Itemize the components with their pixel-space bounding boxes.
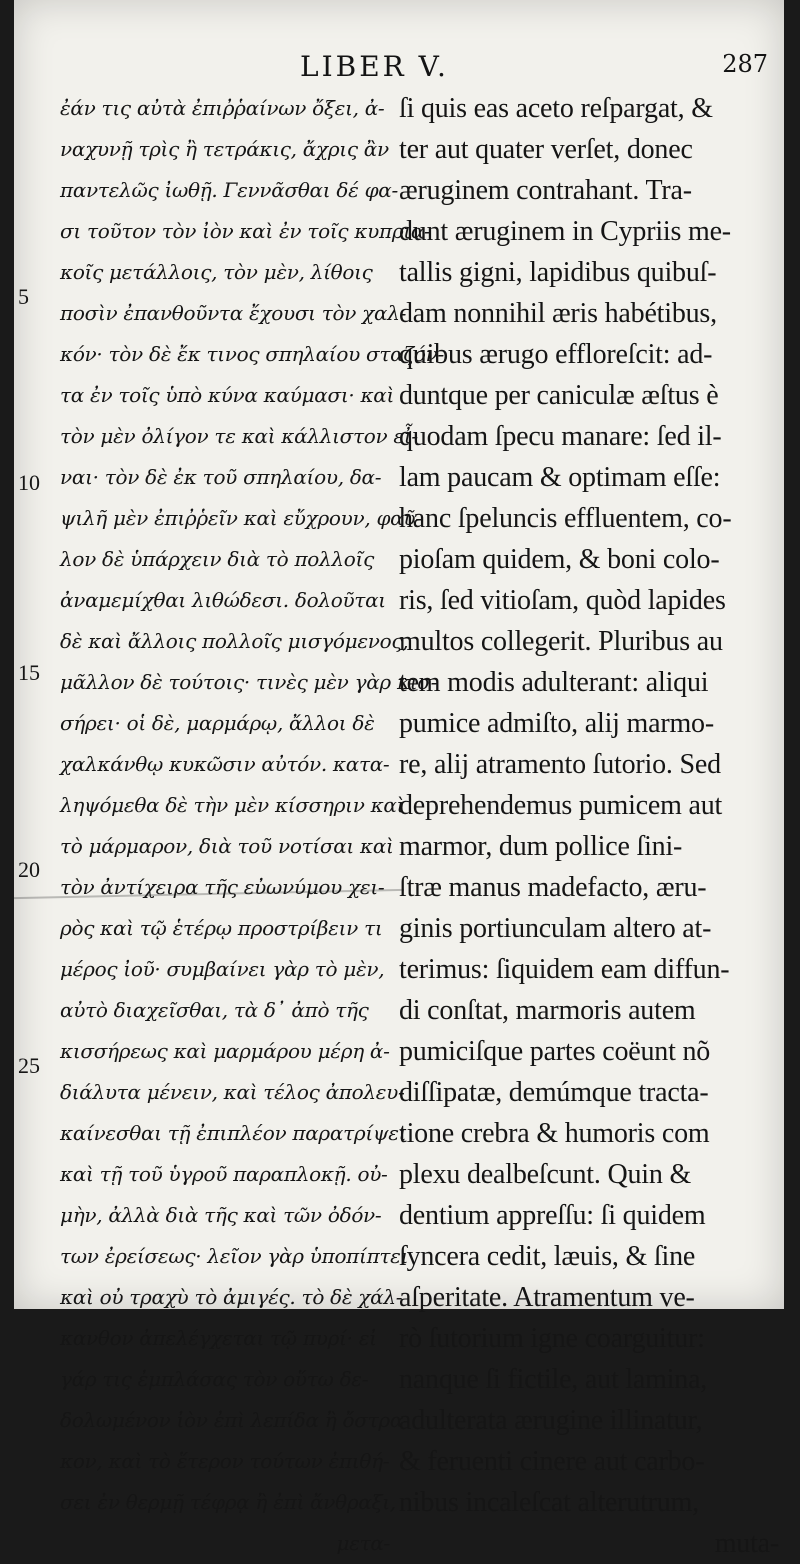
page-number: 287 [722,50,768,78]
latin-text-line: ter aut quater verſet, donec [399,134,693,165]
greek-text-line: μὴν, ἀλλὰ διὰ τῆς καὶ τῶν ὀδόν- [60,1203,382,1227]
greek-text-line: ρὸς καὶ τῷ ἑτέρῳ προστρίβειν τι [60,916,383,940]
greek-text-line: των ἐρείσεως· λεῖον γὰρ ὑποπίπτει [60,1244,409,1268]
greek-text-line: χαλκάνθῳ κυκῶσιν αὐτόν. κατα- [60,752,390,776]
greek-text-line: καὶ οὐ τραχὺ τὸ ἀμιγές. τὸ δὲ χάλ- [60,1285,403,1309]
latin-text-line: dunt æruginem in Cypriis me- [399,216,731,247]
latin-text-line: re, alij atramento ſutorio. Sed [399,749,721,780]
greek-text-line: αὐτὸ διαχεῖσθαι, τὰ δ᾽ ἀπὸ τῆς [60,998,369,1022]
greek-text-line: τὸ μάρμαρον, διὰ τοῦ νοτίσαι καὶ [60,834,394,858]
book-page [14,0,784,1559]
latin-text-line: ris, ſed vitioſam, quòd lapides [399,585,726,616]
line-number-20: 20 [18,857,40,882]
latin-text-line: pumiciſque partes coëunt nõ [399,1036,711,1067]
greek-text-line: κισσήρεως καὶ μαρμάρου μέρη ἀ- [60,1039,390,1063]
latin-text-line: duntque per caniculæ æſtus è [399,380,719,411]
latin-text-line: muta- [714,1528,779,1559]
latin-text-line: ginis portiunculam altero at- [399,913,712,944]
latin-text-line: tione crebra & humoris com [399,1118,710,1149]
greek-text-line: δολωμένον ἰὸν ἐπὶ λεπίδα ἢ ὄστρα- [60,1408,410,1432]
running-head: LIBER V. [300,50,449,83]
latin-text-line: lam paucam & optimam eſſe: [399,462,721,493]
greek-text-line: ναι· τὸν δὲ ἐκ τοῦ σπηλαίου, δα- [60,465,382,489]
greek-text-line: καίνεσθαι τῇ ἐπιπλέον παρατρίψει [60,1121,407,1145]
greek-text-line: ἀναμεμίχθαι λιθώδεσι. δολοῦται [60,588,386,612]
greek-text-line: ψιλῆ μὲν ἐπιῤῥεῖν καὶ εὔχρουν, φαῦ- [60,506,422,530]
latin-text-line: diſſipatæ, demúmque tracta- [399,1077,709,1108]
greek-text-line: δὲ καὶ ἄλλοις πολλοῖς μισγόμενος, [60,629,409,653]
latin-text-line: hanc ſpeluncis effluentem, co- [399,503,732,534]
latin-text-line: terimus: ſiquidem eam diffun- [399,954,730,985]
greek-text-line: τὸν ἀντίχειρα τῆς εὐωνύμου χει- [60,875,385,899]
line-number-25: 25 [18,1053,40,1078]
greek-text-line: λον δὲ ὑπάρχειν διὰ τὸ πολλοῖς [60,547,374,571]
line-number-10: 10 [18,470,40,495]
latin-text-line: ſyncera cedit, læuis, & ſine [399,1241,696,1272]
greek-text-line: κοῖς μετάλλοις, τὸν μὲν, λίθοις [60,260,373,284]
latin-text-line: aſperitate. Atramentum ve- [399,1282,695,1313]
greek-text-line: ναχυνῇ τρὶς ἢ τετράκις, ἄχρις ἂν [60,137,389,161]
latin-text-line: dam nonnihil æris habétibus, [399,298,717,329]
greek-text-line: διάλυτα μένειν, καὶ τέλος ἀπολευ- [60,1080,405,1104]
latin-text-line: nanque ſi fictile, aut lamina, [399,1364,708,1395]
greek-text-column [60,88,444,1564]
latin-text-line: ſi quis eas aceto reſpargat, & [399,93,713,124]
latin-text-column [399,88,779,1564]
greek-text-line: σι τοῦτον τὸν ἰὸν καὶ ἐν τοῖς κυπρια- [60,219,431,243]
latin-text-line: quodam ſpecu manare: ſed il- [399,421,722,452]
greek-text-line: σει ἐν θερμῇ τέφρᾳ ἢ ἐπὶ ἄνθραξι, [60,1490,396,1514]
latin-text-line: & feruenti cinere aut carbo- [399,1446,705,1477]
greek-text-line: κανθον ἀπελέγχεται τῷ πυρί· εἰ [60,1326,377,1350]
greek-text-line: τα ἐν τοῖς ὑπὸ κύνα καύμασι· καὶ [60,383,395,407]
latin-text-line: tem modis adulterant: aliqui [399,667,709,698]
greek-text-line: ἐάν τις αὐτὰ ἐπιῤῥαίνων ὄξει, ἀ- [60,96,385,120]
greek-text-line: ληψόμεθα δὲ τὴν μὲν κίσσηριν καὶ [60,793,405,817]
latin-text-line: ſtræ manus madefacto, æru- [399,872,707,903]
latin-text-line: tallis gigni, lapidibus quibuſ- [399,257,717,288]
latin-text-line: nibus incaleſcat alterutrum, [399,1487,699,1518]
latin-text-line: marmor, dum pollice ſini- [399,831,683,862]
greek-text-line: κόν· τὸν δὲ ἔκ τινος σπηλαίου σταζόν- [60,342,444,366]
greek-text-line: γάρ τις ἐμπλάσας τὸν οὕτω δε- [60,1367,369,1391]
greek-text-line: μέρος ἰοῦ· συμβαίνει γὰρ τὸ μὲν, [60,957,385,981]
greek-text-line: μετα- [336,1531,390,1555]
latin-text-line: plexu dealbeſcunt. Quin & [399,1159,692,1190]
latin-text-line: adulterata ærugine illinatur, [399,1405,703,1436]
latin-text-line: di conſtat, marmoris autem [399,995,696,1026]
latin-text-line: æruginem contrahant. Tra- [399,175,692,206]
latin-text-line: pioſam quidem, & boni colo- [399,544,720,575]
greek-text-line: σήρει· οἱ δὲ, μαρμάρῳ, ἄλλοι δὲ [60,711,375,735]
line-number-15: 15 [18,660,40,685]
greek-text-line: παντελῶς ἰωθῇ. Γεννᾶσθαι δέ φα- [60,178,398,202]
greek-text-line: μᾶλλον δὲ τούτοις· τινὲς μὲν γὰρ κισ- [60,670,438,694]
greek-text-line: ποσὶν ἐπανθοῦντα ἔχουσι τὸν χαλ- [60,301,407,325]
latin-text-line: quibus ærugo effloreſcit: ad- [399,339,713,370]
latin-text-line: rò ſutorium igne coarguitur: [399,1323,705,1354]
greek-text-line: τὸν μὲν ὀλίγον τε καὶ κάλλιστον εἶ- [60,424,418,448]
line-number-5: 5 [18,284,29,309]
latin-text-line: deprehendemus pumicem aut [399,790,723,821]
greek-text-line: κον, καὶ τὸ ἕτερον τούτων ἐπιθή- [60,1449,390,1473]
latin-text-line: dentium appreſſu: ſi quidem [399,1200,706,1231]
latin-text-line: pumice admiſto, alij marmo- [399,708,714,739]
greek-text-line: καὶ τῇ τοῦ ὑγροῦ παραπλοκῇ. οὐ- [60,1162,388,1186]
latin-text-line: multos collegerit. Pluribus au [399,626,723,657]
